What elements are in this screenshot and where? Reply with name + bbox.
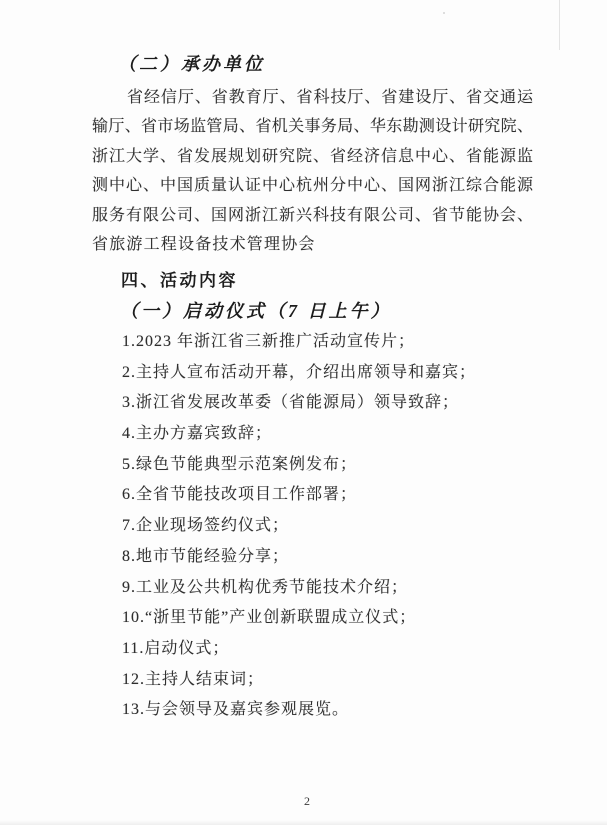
paragraph-line: 省经信厅、省教育厅、省科技厅、省建设厅、省交通运 — [127, 89, 533, 106]
paragraph-line: 省旅游工程设备技术管理协会 — [92, 235, 316, 253]
agenda-item: 3.浙江省发展改革委（省能源局）领导致辞； — [122, 394, 460, 412]
agenda-item: 2.主持人宣布活动开幕，介绍出席领导和嘉宾； — [122, 363, 477, 381]
agenda-item: 6.全省节能技改项目工作部署； — [122, 486, 358, 504]
agenda-item: 4.主办方嘉宾致辞； — [122, 425, 273, 443]
organizers-paragraph — [92, 83, 533, 259]
agenda-item: 5.绿色节能典型示范案例发布； — [122, 455, 358, 473]
agenda-item: 8.地市节能经验分享； — [122, 547, 290, 565]
agenda-item: 1.2023 年浙江省三新推广活动宣传片； — [122, 333, 416, 350]
agenda-item: 13.与会领导及嘉宾参观展览。 — [122, 701, 350, 719]
paragraph-line: 服务有限公司、国网浙江新兴科技有限公司、省节能协会、 — [92, 206, 533, 224]
agenda-item: 7.企业现场签约仪式； — [122, 517, 290, 535]
agenda-item: 10.“浙里节能”产业创新联盟成立仪式； — [122, 609, 417, 627]
paragraph-line: 浙江大学、省发展规划研究院、省经济信息中心、省能源监 — [92, 147, 533, 165]
agenda-list — [92, 327, 533, 726]
page-number: 2 — [304, 794, 310, 808]
heading-subsection-2-organizers: （二）承办单位 — [118, 54, 265, 74]
paragraph-line: 输厅、省市场监管局、省机关事务局、华东勘测设计研究院、 — [92, 118, 533, 136]
agenda-item: 9.工业及公共机构优秀节能技术介绍； — [122, 578, 409, 596]
scan-artifact-bottom-edge — [0, 820, 607, 825]
scan-artifact-line — [559, 0, 560, 50]
document-text-block — [92, 0, 533, 825]
agenda-item: 11.启动仪式； — [122, 639, 230, 657]
heading-subsection-1-launch-ceremony: （一）启动仪式（7 日上午） — [120, 301, 392, 321]
agenda-item: 12.主持人结束词； — [122, 670, 265, 688]
heading-section-4-activities: 四、活动内容 — [121, 271, 238, 290]
paragraph-line: 测中心、中国质量认证中心杭州分中心、国网浙江综合能源 — [92, 177, 533, 195]
